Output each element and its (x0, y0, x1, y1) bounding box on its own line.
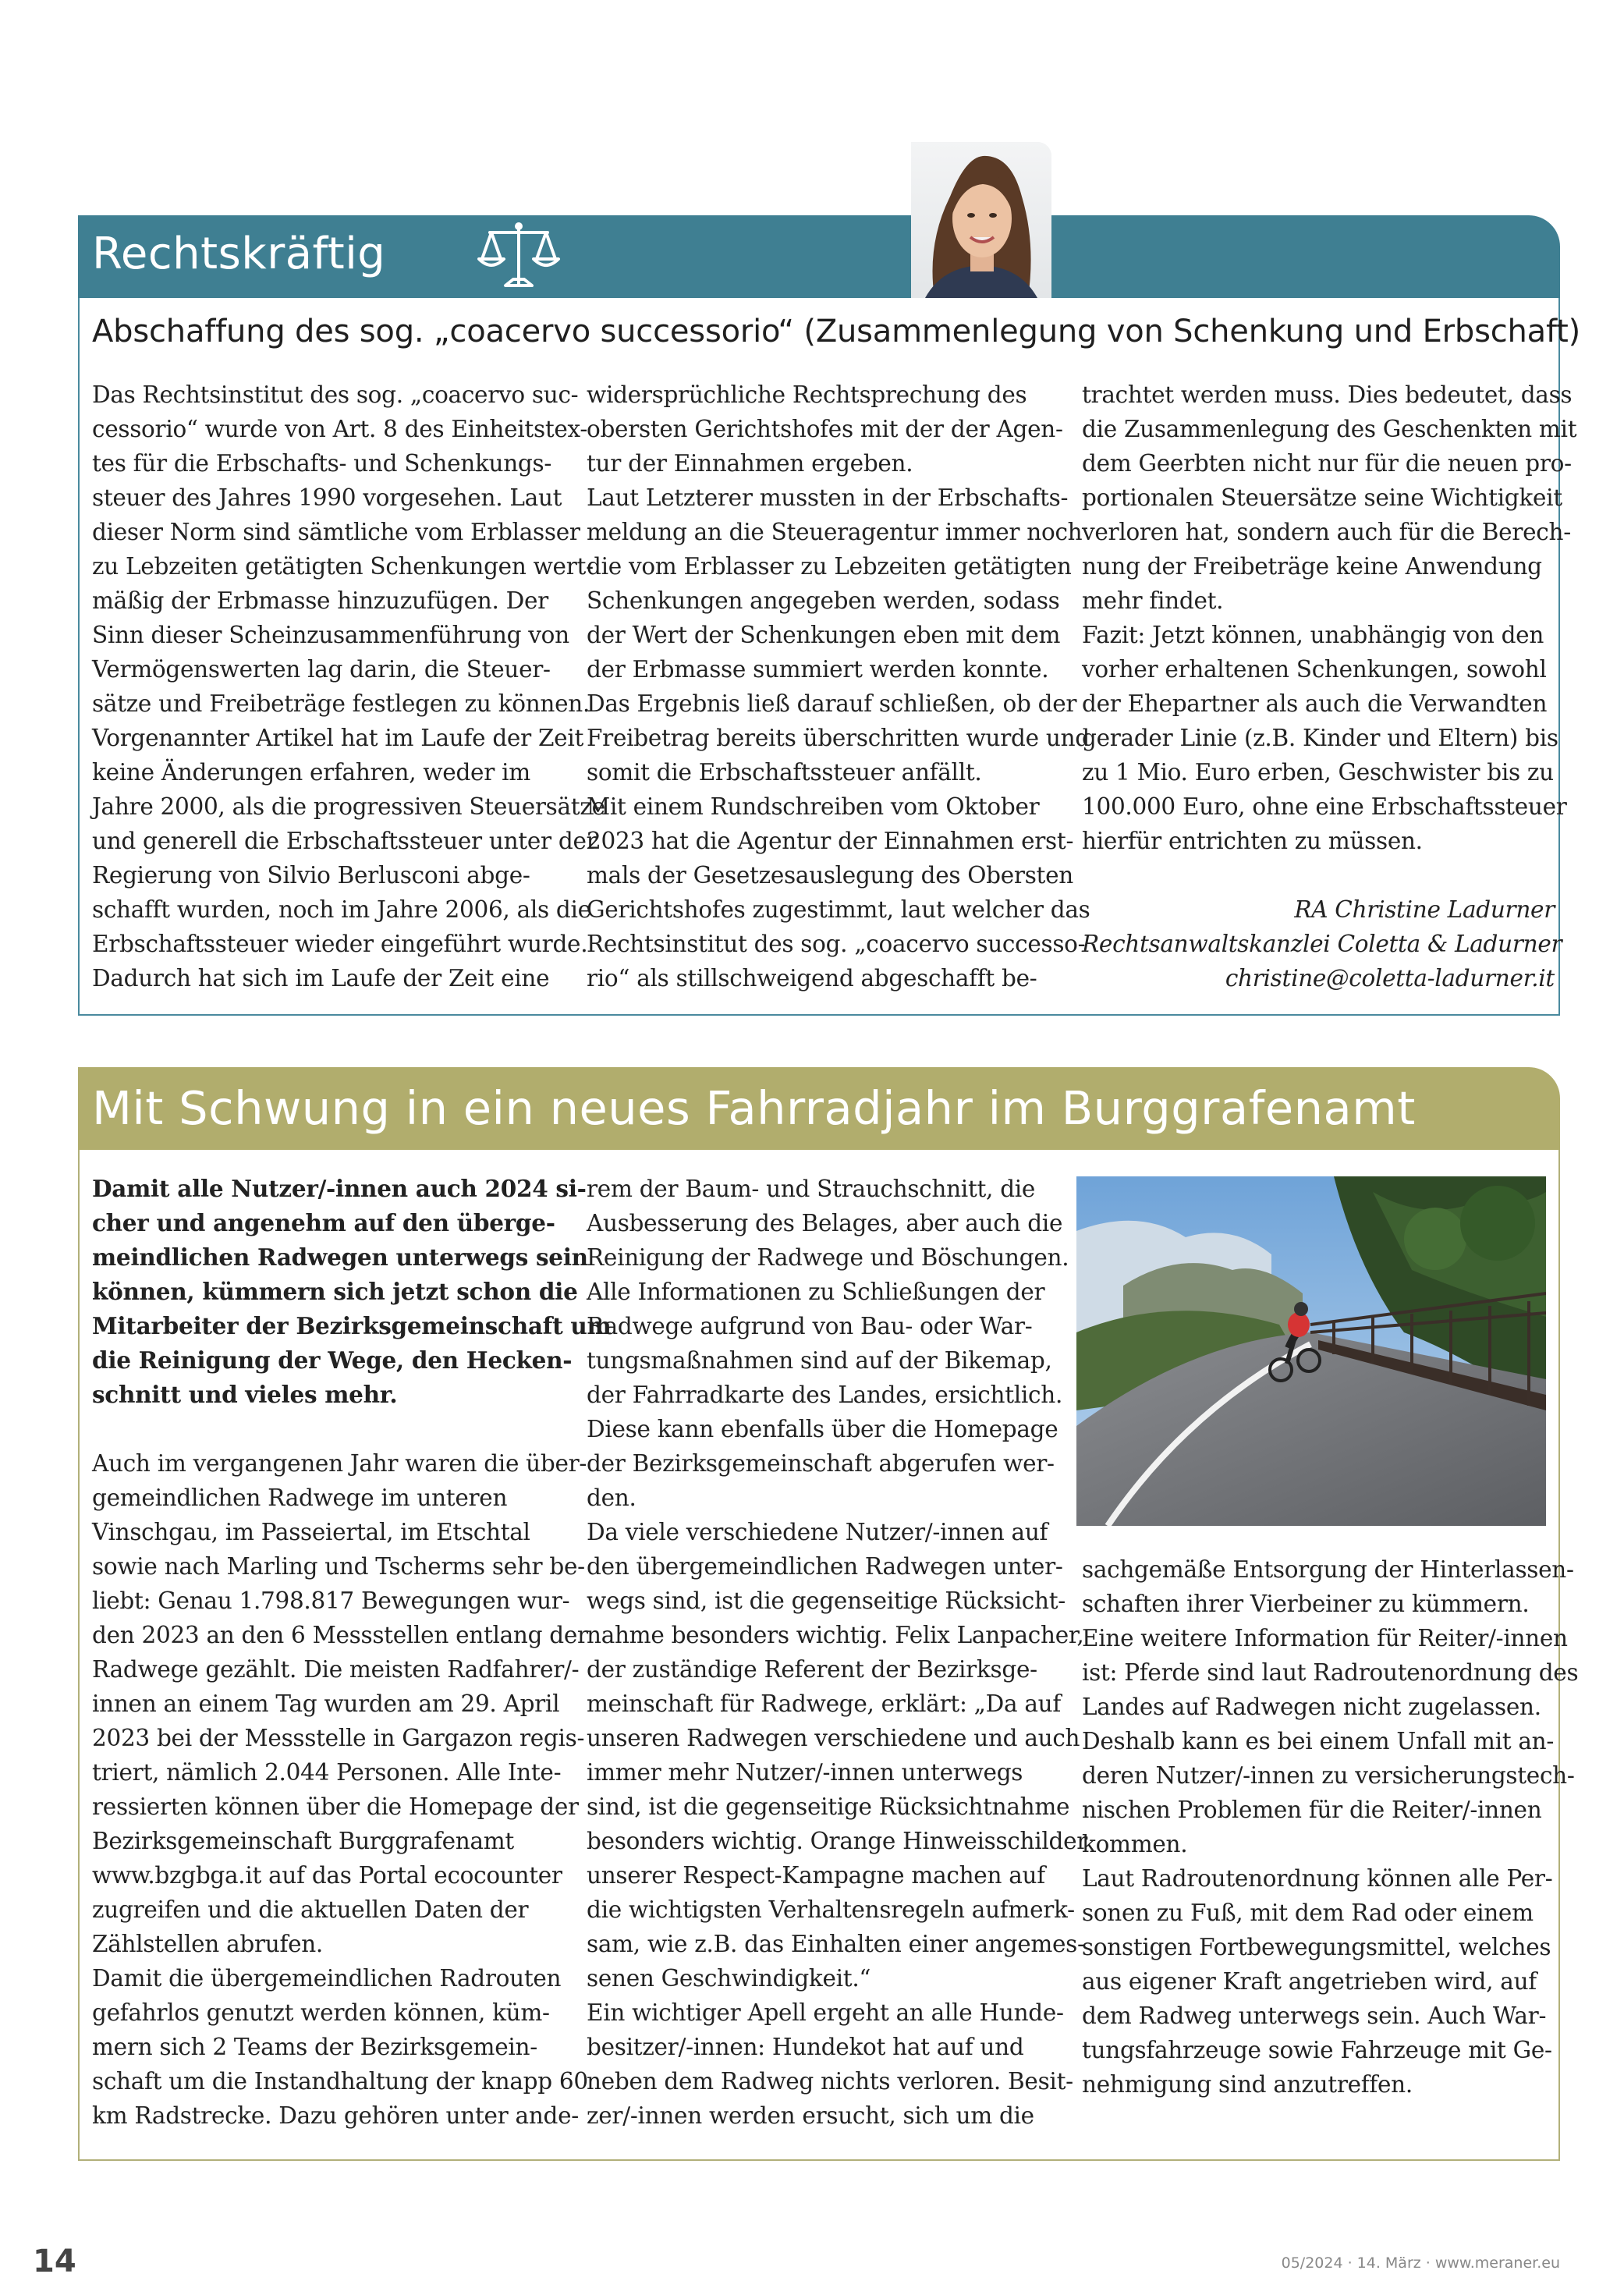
text-line: zer/-innen werden ersucht, sich um die (587, 2102, 1034, 2129)
text-line: wegs sind, ist die gegenseitige Rücksicht- (587, 1587, 1066, 1614)
text-line: der Bezirksgemeinschaft abgerufen wer- (587, 1450, 1055, 1477)
text-line: Laut Radroutenordnung können alle Per- (1082, 1865, 1553, 1892)
text-line: nung der Freibeträge keine Anwendung (1082, 553, 1542, 580)
text-line: Freibetrag bereits überschritten wurde und (587, 725, 1090, 751)
text-line: Radwege gezählt. Die meisten Radfahrer/- (92, 1656, 580, 1683)
text-line: Zählstellen abrufen. (92, 1931, 324, 1957)
text-line: Damit alle Nutzer/-innen auch 2024 si- (92, 1175, 587, 1202)
text-line: trachtet werden muss. Dies bedeutet, dass (1082, 381, 1573, 408)
text-line: gemeindlichen Radwege im unteren (92, 1485, 508, 1511)
article2-lead (92, 1172, 612, 1412)
text-line: Vermögenswerten lag darin, die Steuer- (92, 656, 551, 683)
article-headline: Abschaffung des sog. „coacervo successorio“ (Zusammenlegung von Schenkung und Erbschaft) (92, 314, 1581, 349)
text-line: dieser Norm sind sämtliche vom Erblasser (92, 519, 580, 545)
scales-icon (476, 220, 562, 292)
text-line: Rechtsanwaltskanzlei Coletta & Ladurner (1082, 931, 1562, 957)
text-line: gefahrlos genutzt werden können, küm- (92, 1999, 550, 2026)
text-line: gerader Linie (z.B. Kinder und Eltern) bis (1082, 725, 1558, 751)
text-line: Ausbesserung des Belages, aber auch die (587, 1210, 1063, 1236)
text-line: nehmigung sind anzutreffen. (1082, 2071, 1413, 2098)
text-line: unseren Radwegen verschiedene und auch (587, 1725, 1080, 1751)
text-line: zu 1 Mio. Euro erben, Geschwister bis zu (1082, 759, 1554, 786)
text-line: dem Geerbten nicht nur für die neuen pro- (1082, 450, 1572, 477)
text-line: können, kümmern sich jetzt schon die (92, 1278, 578, 1305)
text-line: Gerichtshofes zugestimmt, laut welcher das (587, 896, 1090, 923)
text-line: cher und angenehm auf den überge- (92, 1209, 555, 1236)
text-line: widersprüchliche Rechtsprechung des (587, 381, 1027, 408)
text-line: zu Lebzeiten getätigten Schenkungen wert- (92, 553, 594, 580)
text-line: den. (587, 1485, 636, 1511)
text-line: 100.000 Euro, ohne eine Erbschaftssteuer (1082, 793, 1567, 820)
text-line: die vom Erblasser zu Lebzeiten getätigten (587, 553, 1072, 580)
text-line: Deshalb kann es bei einem Unfall mit an- (1082, 1728, 1555, 1754)
text-line: verloren hat, sondern auch für die Berech- (1082, 519, 1571, 545)
text-line: die Reinigung der Wege, den Hecken- (92, 1346, 573, 1374)
text-line: obersten Gerichtshofes mit der der Agen- (587, 416, 1063, 442)
author-portrait (911, 142, 1051, 298)
text-line: nischen Problemen für die Reiter/-innen (1082, 1797, 1542, 1823)
text-line: meinschaft für Radwege, erklärt: „Da auf (587, 1690, 1061, 1717)
text-line: portionalen Steuersätze seine Wichtigkeit (1082, 484, 1562, 511)
text-line: Fazit: Jetzt können, unabhängig von den (1082, 622, 1544, 648)
text-line: tes für die Erbschafts- und Schenkungs- (92, 450, 552, 477)
text-line: tur der Einnahmen ergeben. (587, 450, 913, 477)
text-line: Jahre 2000, als die progressiven Steuersätze (92, 793, 605, 820)
text-line: sam, wie z.B. das Einhalten einer angemes- (587, 1931, 1085, 1957)
text-line: die Zusammenlegung des Geschenkten mit (1082, 416, 1577, 442)
text-line: der Wert der Schenkungen eben mit dem (587, 622, 1061, 648)
page-number: 14 (33, 2244, 76, 2279)
text-line: vorher erhaltenen Schenkungen, sowohl (1082, 656, 1547, 683)
author-signature (1082, 892, 1562, 995)
text-line: besonders wichtig. Orange Hinweisschilder (587, 1828, 1088, 1854)
text-line: hierfür entrichten zu müssen. (1082, 828, 1423, 854)
text-line: liebt: Genau 1.798.817 Bewegungen wur- (92, 1587, 570, 1614)
text-line: schaft um die Instandhaltung der knapp 60 (92, 2068, 588, 2095)
text-line: Rechtsinstitut des sog. „coacervo successo- (587, 931, 1086, 957)
section-header-rechtskraeftig (78, 215, 1560, 298)
text-line: sonen zu Fuß, mit dem Rad oder einem (1082, 1900, 1534, 1926)
article1-column-1 (92, 378, 605, 995)
text-line: sowie nach Marling und Tscherms sehr be- (92, 1553, 585, 1580)
text-line: triert, nämlich 2.044 Personen. Alle Inte- (92, 1759, 562, 1786)
text-line: sind, ist die gegenseitige Rücksichtnahme (587, 1793, 1070, 1820)
text-line: Ein wichtiger Apell ergeht an alle Hunde- (587, 1999, 1064, 2026)
text-line: rem der Baum- und Strauchschnitt, die (587, 1176, 1036, 1202)
text-line: mehr findet. (1082, 587, 1224, 614)
text-line: Sinn dieser Scheinzusammenführung von (92, 622, 569, 648)
text-line: 2023 hat die Agentur der Einnahmen erst- (587, 828, 1074, 854)
article1-column-3 (1082, 378, 1577, 995)
text-line: den 2023 an den 6 Messstellen entlang der (92, 1622, 588, 1648)
text-line: sachgemäße Entsorgung der Hinterlassen- (1082, 1556, 1574, 1583)
text-line: Laut Letzterer mussten in der Erbschafts- (587, 484, 1069, 511)
text-line: dem Radweg unterwegs sein. Auch War- (1082, 2003, 1547, 2029)
text-line: nahme besonders wichtig. Felix Lanpacher, (587, 1622, 1084, 1648)
text-line: Erbschaftssteuer wieder eingeführt wurde. (92, 931, 588, 957)
text-line: schaften ihrer Vierbeiner zu kümmern. (1082, 1591, 1530, 1617)
text-line: kommen. (1082, 1831, 1188, 1857)
text-line: Alle Informationen zu Schließungen der (587, 1279, 1045, 1305)
text-line: aus eigener Kraft angetrieben wird, auf (1082, 1968, 1537, 1995)
text-line: mern sich 2 Teams der Bezirksgemein- (92, 2034, 537, 2060)
text-line: der zuständige Referent der Bezirksge- (587, 1656, 1037, 1683)
text-line: immer mehr Nutzer/-innen unterwegs (587, 1759, 1023, 1786)
text-line: mals der Gesetzesauslegung des Obersten (587, 862, 1073, 889)
text-line: ist: Pferde sind laut Radroutenordnung des (1082, 1659, 1579, 1686)
text-line: christine@coletta-ladurner.it (1225, 965, 1555, 992)
text-line: Vinschgau, im Passeiertal, im Etschtal (92, 1519, 530, 1545)
text-line: Mitarbeiter der Bezirksgemeinschaft um (92, 1312, 612, 1339)
text-line: schnitt und vieles mehr. (92, 1381, 398, 1408)
text-line: unserer Respect-Kampagne machen auf (587, 1862, 1045, 1889)
text-line: Vorgenannter Artikel hat im Laufe der Zeit (92, 725, 584, 751)
text-line: neben dem Radweg nichts verloren. Besit- (587, 2068, 1073, 2095)
text-line: Schenkungen angegeben werden, sodass (587, 587, 1060, 614)
text-line: Bezirksgemeinschaft Burggrafenamt (92, 1828, 514, 1854)
article2-column-2 (587, 1172, 1088, 2133)
text-line: ressierten können über die Homepage der (92, 1793, 579, 1820)
text-line: rio“ als stillschweigend abgeschafft be- (587, 965, 1037, 992)
text-line: Dadurch hat sich im Laufe der Zeit eine (92, 965, 550, 992)
text-line: Reinigung der Radwege und Böschungen. (587, 1244, 1069, 1271)
article2-column-1 (92, 1172, 612, 2133)
footer-info: 05/2024 · 14. März · www.meraner.eu (1281, 2254, 1560, 2272)
text-line: der Ehepartner als auch die Verwandten (1082, 690, 1548, 717)
text-line: cessorio“ wurde von Art. 8 des Einheitstex- (92, 416, 588, 442)
text-line: keine Änderungen erfahren, weder im (92, 759, 530, 786)
text-line: innen an einem Tag wurden am 29. April (92, 1690, 560, 1717)
text-line: www.bzgbga.it auf das Portal ecocounter (92, 1862, 562, 1889)
text-line: steuer des Jahres 1990 vorgesehen. Laut (92, 484, 562, 511)
text-line: Landes auf Radwegen nicht zugelassen. (1082, 1694, 1541, 1720)
text-line: den übergemeindlichen Radwegen unter- (587, 1553, 1063, 1580)
text-line: die wichtigsten Verhaltensregeln aufmerk- (587, 1896, 1075, 1923)
text-line: Diese kann ebenfalls über die Homepage (587, 1416, 1058, 1442)
text-line: Auch im vergangenen Jahr waren die über- (92, 1450, 587, 1477)
text-line: Damit die übergemeindlichen Radrouten (92, 1965, 562, 1992)
text-line: der Fahrradkarte des Landes, ersichtlich. (587, 1382, 1063, 1408)
cyclist-photo (1076, 1176, 1546, 1526)
section-header-fahrradjahr (78, 1067, 1560, 1150)
text-line: km Radstrecke. Dazu gehören unter ande- (92, 2102, 579, 2129)
text-line: und generell die Erbschaftssteuer unter der (92, 828, 597, 854)
text-line: sätze und Freibeträge festlegen zu können. (92, 690, 590, 717)
text-line: deren Nutzer/-innen zu versicherungstech- (1082, 1762, 1575, 1789)
text-line: somit die Erbschaftssteuer anfällt. (587, 759, 982, 786)
text-line: Radwege aufgrund von Bau- oder War- (587, 1313, 1033, 1339)
text-line: tungsfahrzeuge sowie Fahrzeuge mit Ge- (1082, 2037, 1552, 2063)
text-line: Das Rechtsinstitut des sog. „coacervo suc- (92, 381, 579, 408)
section-title: Mit Schwung in ein neues Fahrradjahr im Burggrafenamt (92, 1081, 1416, 1135)
section-title: Rechtskräftig (92, 229, 386, 279)
text-line: mäßig der Erbmasse hinzuzufügen. Der (92, 587, 548, 614)
article1-column-2 (587, 378, 1090, 995)
text-line: Mit einem Rundschreiben vom Oktober (587, 793, 1040, 820)
text-line: RA Christine Ladurner (1294, 896, 1555, 923)
article2-column-3 (1082, 1552, 1579, 2102)
text-line: senen Geschwindigkeit.“ (587, 1965, 871, 1992)
text-line: tungsmaßnahmen sind auf der Bikemap, (587, 1347, 1052, 1374)
text-line: zugreifen und die aktuellen Daten der (92, 1896, 529, 1923)
text-line: sonstigen Fortbewegungsmittel, welches (1082, 1934, 1551, 1960)
text-line: Regierung von Silvio Berlusconi abge- (92, 862, 530, 889)
text-line: 2023 bei der Messstelle in Gargazon regis- (92, 1725, 585, 1751)
text-line: schafft wurden, noch im Jahre 2006, als die (92, 896, 591, 923)
text-line: besitzer/-innen: Hundekot hat auf und (587, 2034, 1024, 2060)
text-line: Da viele verschiedene Nutzer/-innen auf (587, 1519, 1048, 1545)
text-line: meldung an die Steueragentur immer noch (587, 519, 1083, 545)
text-line: der Erbmasse summiert werden konnte. (587, 656, 1049, 683)
text-line: meindlichen Radwegen unterwegs sein (92, 1243, 588, 1271)
text-line: Eine weitere Information für Reiter/-innen (1082, 1625, 1568, 1651)
text-line: Das Ergebnis ließ darauf schließen, ob der (587, 690, 1077, 717)
